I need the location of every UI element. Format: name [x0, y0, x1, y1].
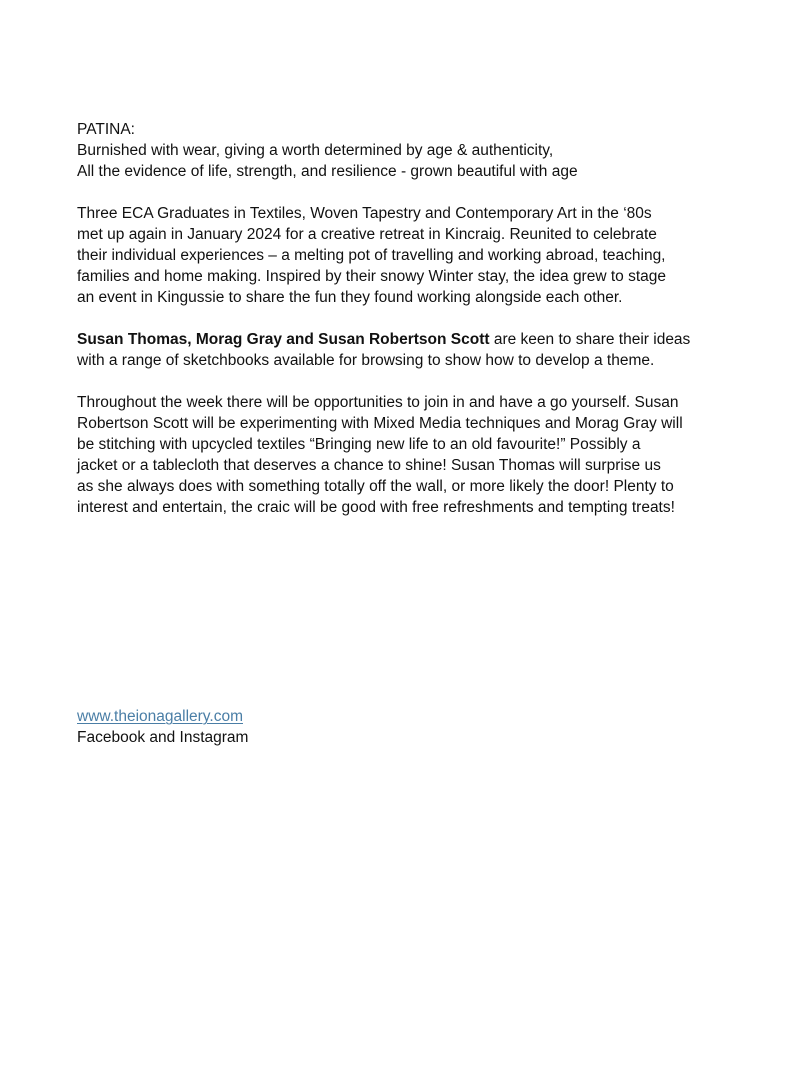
paragraph-line: an event in Kingussie to share the fun they found working alongside each other.	[77, 289, 623, 306]
paragraph-line: met up again in January 2024 for a creative retreat in Kincraig. Reunited to celebrate	[77, 226, 657, 243]
social-text: Facebook and Instagram	[77, 729, 249, 746]
paragraph-text: are keen to share their ideas	[489, 331, 691, 348]
intro-heading: PATINA:	[77, 121, 135, 138]
paragraph-line	[77, 329, 737, 350]
paragraph-line: jacket or a tablecloth that deserves a chance to shine! Susan Thomas will surprise us	[77, 457, 661, 474]
paragraph-line: Throughout the week there will be opportunities to join in and have a go yourself. Susan	[77, 394, 679, 411]
paragraph-background	[77, 203, 737, 308]
intro-line: Burnished with wear, giving a worth determined by age & authenticity,	[77, 142, 554, 159]
paragraph-artists	[77, 329, 737, 371]
paragraph-activities	[77, 392, 737, 518]
paragraph-line: families and home making. Inspired by their snowy Winter stay, the idea grew to stage	[77, 268, 666, 285]
paragraph-line: Robertson Scott will be experimenting with Mixed Media techniques and Morag Gray will	[77, 415, 683, 432]
paragraph-line: their individual experiences – a melting pot of travelling and working abroad, teaching,	[77, 247, 666, 264]
website-link[interactable]: www.theionagallery.com	[77, 708, 243, 725]
paragraph-line: with a range of sketchbooks available for browsing to show how to develop a theme.	[77, 352, 655, 369]
paragraph-line: Three ECA Graduates in Textiles, Woven Tapestry and Contemporary Art in the ‘80s	[77, 205, 652, 222]
artist-names: Susan Thomas, Morag Gray and Susan Robertson Scott	[77, 331, 490, 348]
intro-line: All the evidence of life, strength, and resilience - grown beautiful with age	[77, 163, 578, 180]
paragraph-line: be stitching with upcycled textiles “Bringing new life to an old favourite!” Possibly a	[77, 436, 641, 453]
paragraph-line: as she always does with something totally off the wall, or more likely the door! Plenty to	[77, 478, 674, 495]
document-body	[77, 119, 737, 539]
contact-links	[77, 706, 248, 748]
intro-block	[77, 119, 737, 182]
paragraph-line: interest and entertain, the craic will be good with free refreshments and tempting treats!	[77, 499, 675, 516]
